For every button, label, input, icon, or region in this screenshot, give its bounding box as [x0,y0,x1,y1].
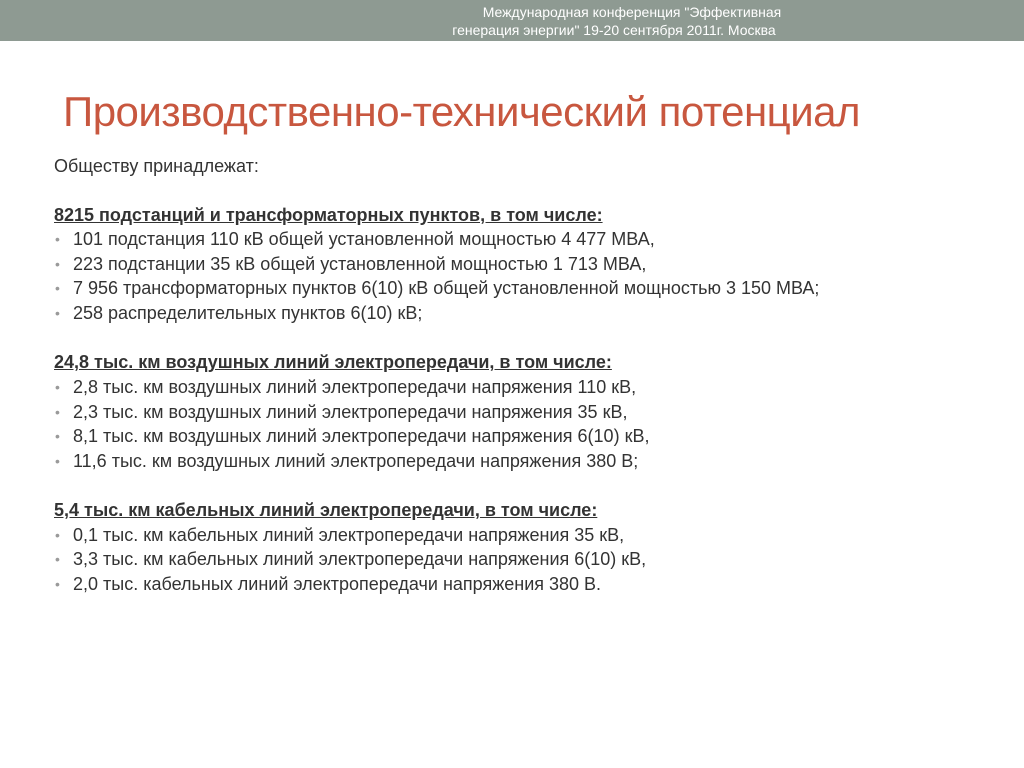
list-item [54,227,1004,252]
list-item [54,572,1004,597]
list-item [54,424,1004,449]
bullet-list [54,523,1004,597]
section-heading: 8215 подстанций и трансформаторных пунктов, в том числе: [54,204,603,225]
section-heading: 24,8 тыс. км воздушных линий электропередачи, в том числе: [54,352,612,373]
list-item-text: 7 956 трансформаторных пунктов 6(10) кВ общей установленной мощностью 3 150 МВА; [73,278,820,299]
conference-header [0,3,1024,39]
section-overhead-lines [54,350,1004,473]
list-item-text: 3,3 тыс. км кабельных линий электропередачи напряжения 6(10) кВ, [73,549,647,570]
list-item-text: 11,6 тыс. км воздушных линий электропередачи напряжения 380 В; [73,450,639,471]
list-item [54,449,1004,474]
conference-header-line-2: генерация энергии" 19-20 сентября 2011г. Москва [452,22,776,38]
list-item-text: 258 распределительных пунктов 6(10) кВ; [73,302,423,323]
list-item [54,400,1004,425]
list-item-text: 2,0 тыс. кабельных линий электропередачи напряжения 380 В. [73,573,602,594]
bullet-list [54,227,1004,325]
bullet-icon: • [55,403,60,420]
bullet-icon: • [55,280,60,297]
bullet-icon: • [55,378,60,395]
bullet-icon: • [55,304,60,321]
list-item [54,523,1004,548]
list-item-text: 2,8 тыс. км воздушных линий электропередачи напряжения 110 кВ, [73,376,637,397]
intro-text: Обществу принадлежат: [54,156,259,176]
slide-title: Производственно-технический потенциал [63,88,861,135]
bullet-icon: • [55,428,60,445]
section-heading: 5,4 тыс. км кабельных линий электропередачи, в том числе: [54,500,598,521]
list-item [54,252,1004,277]
section-substations [54,203,1004,326]
list-item-text: 223 подстанции 35 кВ общей установленной мощностью 1 713 МВА, [73,253,647,274]
list-item [54,276,1004,301]
list-item [54,301,1004,326]
bullet-list [54,375,1004,473]
bullet-icon: • [55,526,60,543]
bullet-icon: • [55,452,60,469]
bullet-icon: • [55,551,60,568]
slide-content [54,154,1004,621]
list-item-text: 2,3 тыс. км воздушных линий электропередачи напряжения 35 кВ, [73,401,628,422]
list-item-text: 0,1 тыс. км кабельных линий электропередачи напряжения 35 кВ, [73,524,625,545]
list-item [54,547,1004,572]
bullet-icon: • [55,255,60,272]
section-cable-lines [54,498,1004,596]
list-item-text: 8,1 тыс. км воздушных линий электропередачи напряжения 6(10) кВ, [73,426,650,447]
conference-header-line-1: Международная конференция "Эффективная [482,4,782,20]
bullet-icon: • [55,575,60,592]
bullet-icon: • [55,231,60,248]
list-item-text: 101 подстанция 110 кВ общей установленной мощностью 4 477 МВА, [73,229,655,250]
list-item [54,375,1004,400]
